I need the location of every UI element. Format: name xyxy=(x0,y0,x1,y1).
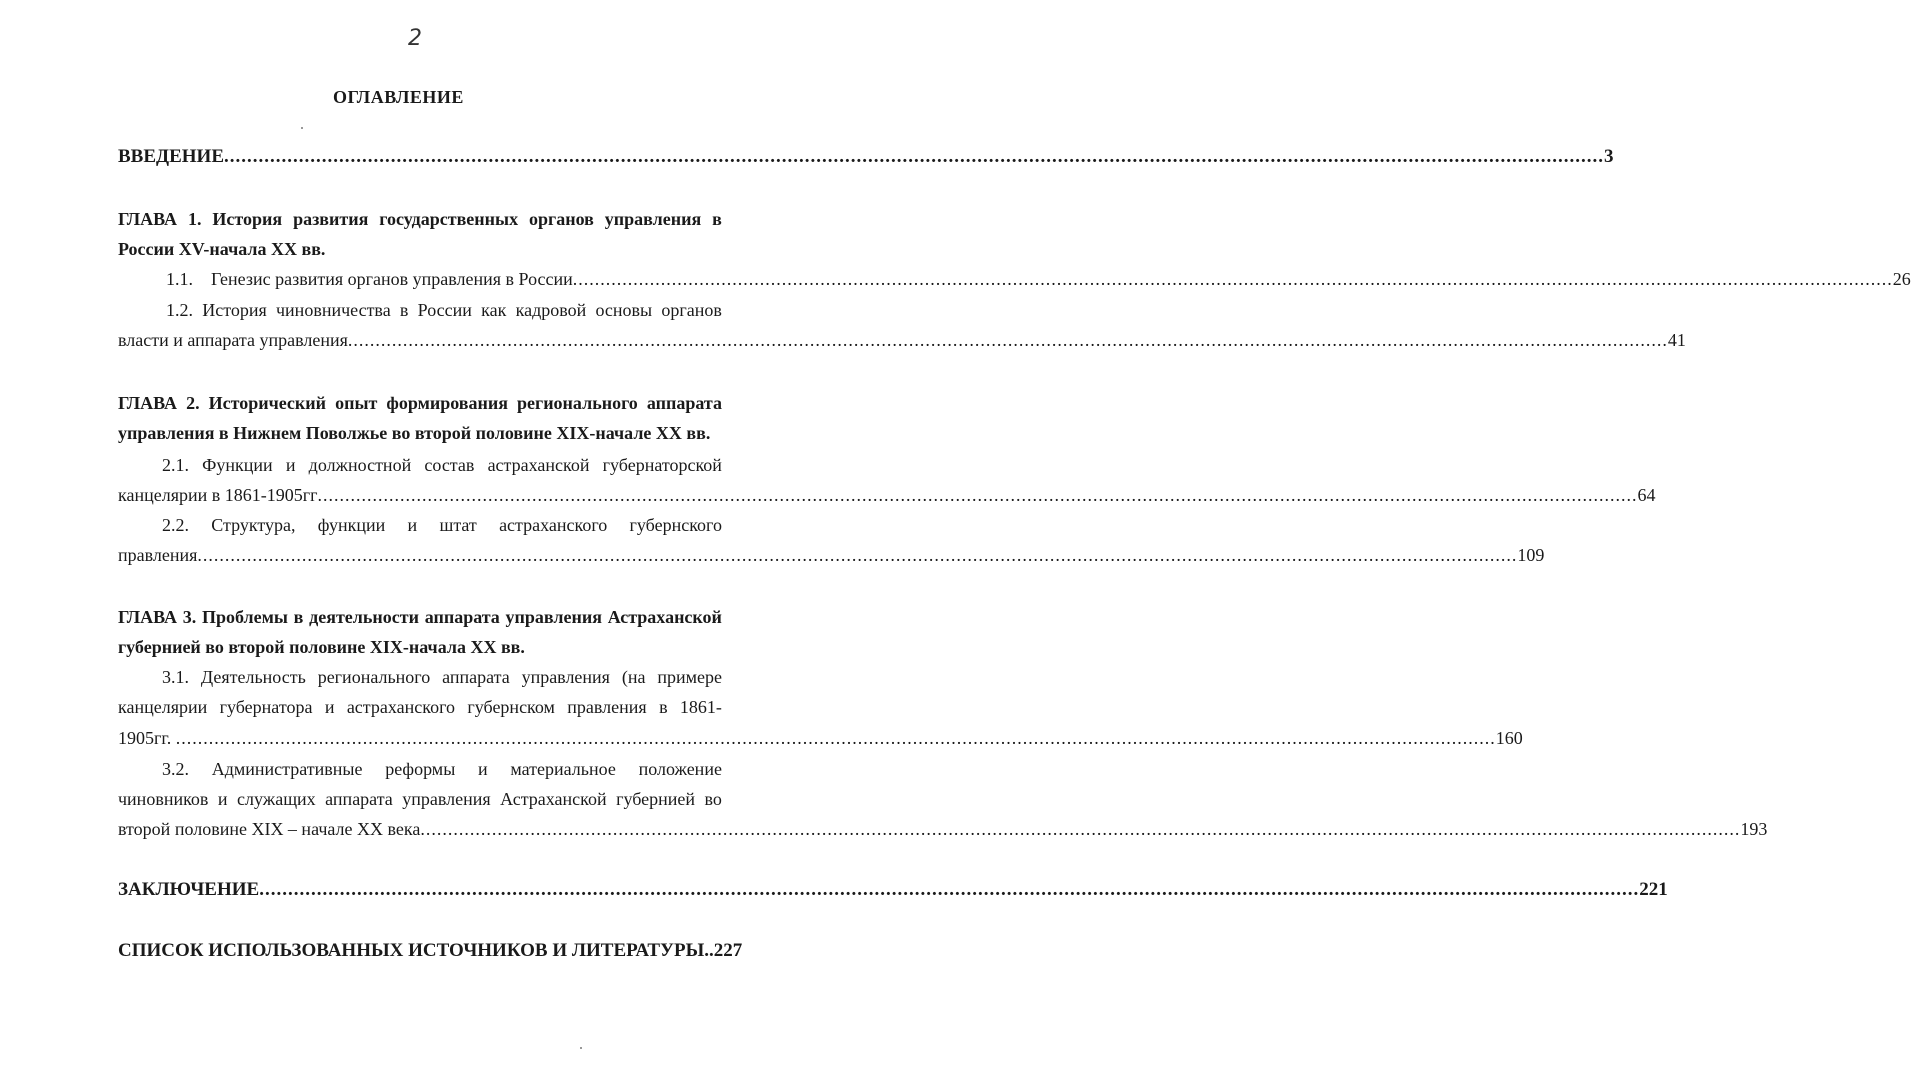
toc-entry-1-2-cont[interactable] xyxy=(118,329,1686,351)
entry-label: власти и аппарата управления xyxy=(118,330,348,350)
entry-page: 41 xyxy=(1667,330,1686,350)
dot-leader xyxy=(176,727,1496,749)
toc-title: ОГЛАВЛЕНИЕ xyxy=(333,87,464,107)
entry-page: 26 xyxy=(1892,269,1911,289)
entry-label: канцелярии в 1861-1905гг xyxy=(118,485,318,505)
toc-entry-2-2-cont[interactable] xyxy=(118,544,1545,566)
scan-speck xyxy=(580,1047,582,1049)
toc-entry-3-1[interactable]: 3.1. Деятельность регионального аппарата управления (на примере xyxy=(162,667,722,687)
toc-entry-3-1-line2: канцелярии губернатора и астраханского губернском правления в 1861- xyxy=(118,697,722,717)
entry-label: 1905гг. xyxy=(118,728,176,748)
entry-page: 64 xyxy=(1637,485,1656,505)
page-number: 2 xyxy=(408,26,422,51)
entry-label: СПИСОК ИСПОЛЬЗОВАННЫХ ИСТОЧНИКОВ И ЛИТЕРАТУРЫ.. xyxy=(118,940,714,961)
dot-leader xyxy=(259,879,1639,901)
entry-label: второй половине XIX – начале XX века xyxy=(118,819,421,839)
chapter-1-heading[interactable]: ГЛАВА 1. История развития государственных органов управления в xyxy=(118,209,722,229)
entry-number: 1.1. xyxy=(166,269,193,289)
chapter-2-heading-cont: управления в Нижнем Поволжье во второй половине XIX-начале XX вв. xyxy=(118,423,711,443)
dot-leader xyxy=(318,484,1638,506)
toc-entry-3-1-cont[interactable] xyxy=(118,727,1523,749)
toc-entry-3-2-line2: чиновников и служащих аппарата управления Астраханской губернией во xyxy=(118,789,722,809)
toc-entry-conclusion[interactable] xyxy=(118,879,1668,901)
entry-page: 221 xyxy=(1639,879,1668,900)
toc-entry-introduction[interactable] xyxy=(118,146,1614,168)
entry-label: правления xyxy=(118,545,198,565)
entry-label: ЗАКЛЮЧЕНИЕ xyxy=(118,879,260,900)
chapter-2-heading[interactable]: ГЛАВА 2. Исторический опыт формирования регионального аппарата xyxy=(118,393,722,413)
toc-entry-3-2[interactable]: 3.2. Административные реформы и материальное положение xyxy=(162,759,722,779)
entry-label: ВВЕДЕНИЕ xyxy=(118,146,224,167)
toc-entry-2-1-cont[interactable] xyxy=(118,484,1656,506)
entry-page: 227 xyxy=(713,940,743,961)
dot-leader xyxy=(573,268,1893,290)
toc-entry-1-1[interactable] xyxy=(118,268,1911,290)
chapter-3-heading[interactable]: ГЛАВА 3. Проблемы в деятельности аппарата управления Астраханской xyxy=(118,607,722,627)
toc-entry-sources[interactable] xyxy=(118,940,743,962)
entry-page: 160 xyxy=(1495,728,1523,748)
dot-leader xyxy=(420,818,1740,840)
entry-label: Генезис развития органов управления в России xyxy=(211,269,573,289)
chapter-1-heading-cont: России XV-начала XX вв. xyxy=(118,239,326,259)
dot-leader xyxy=(348,329,1668,351)
dot-leader xyxy=(197,544,1517,566)
scan-speck xyxy=(301,127,303,129)
dot-leader xyxy=(224,146,1604,168)
entry-page: 109 xyxy=(1517,545,1545,565)
toc-entry-2-1[interactable]: 2.1. Функции и должностной состав астраханской губернаторской xyxy=(162,455,722,475)
chapter-3-heading-cont: губернией во второй половине XIX-начала XX вв. xyxy=(118,637,525,657)
toc-entry-1-2[interactable]: 1.2. История чиновничества в России как кадровой основы органов xyxy=(166,300,722,320)
entry-page: 193 xyxy=(1740,819,1768,839)
entry-page: 3 xyxy=(1604,146,1614,167)
toc-entry-3-2-cont[interactable] xyxy=(118,818,1768,840)
toc-entry-2-2[interactable]: 2.2. Структура, функции и штат астраханского губернского xyxy=(162,515,722,535)
